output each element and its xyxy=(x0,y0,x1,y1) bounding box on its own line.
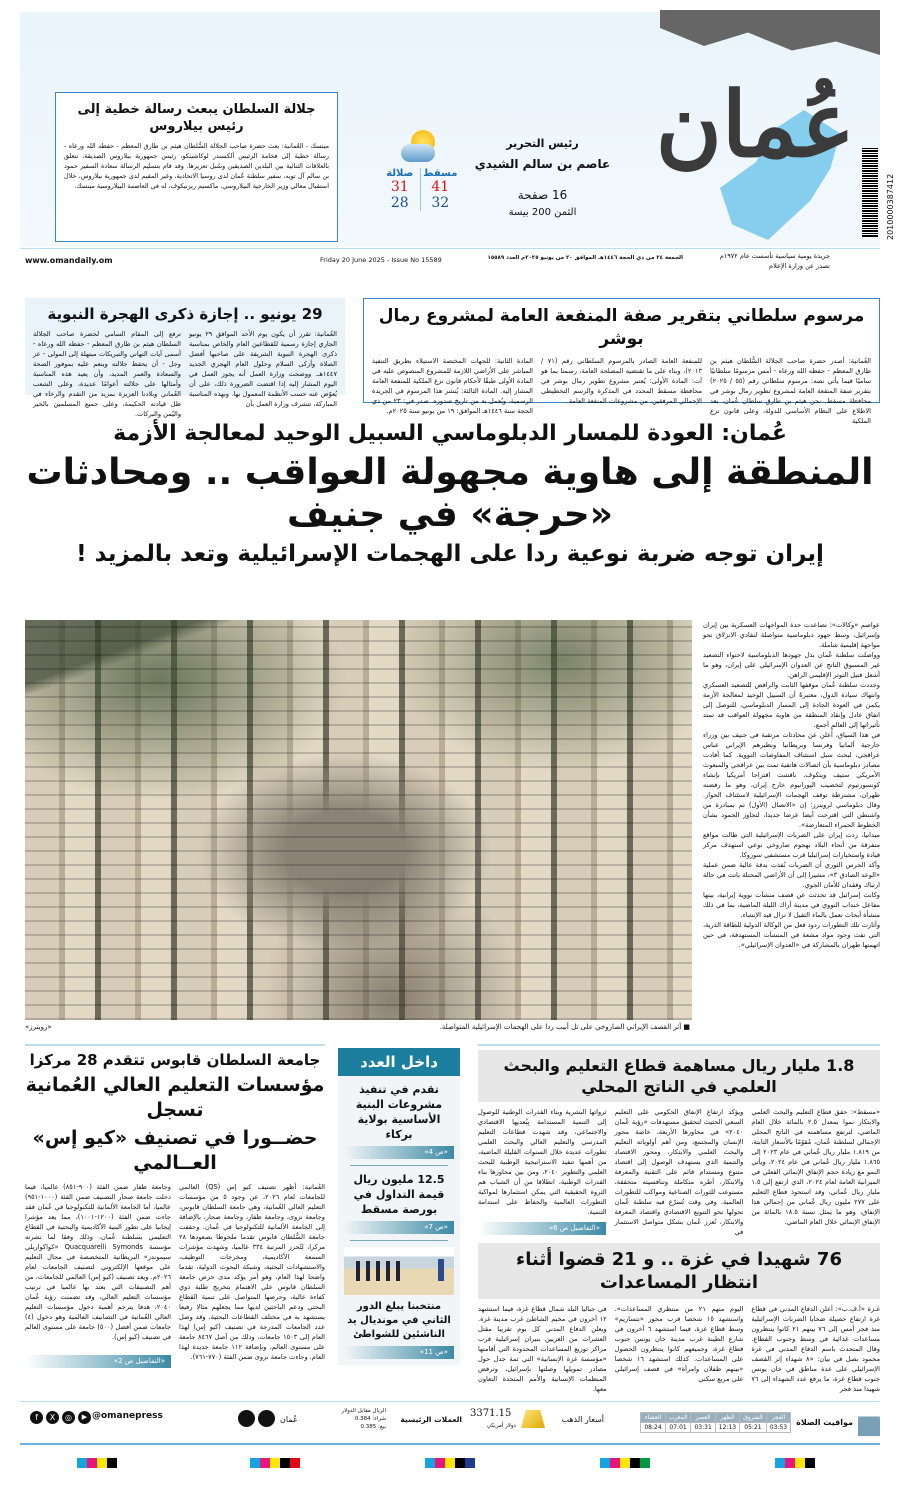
footer-rule xyxy=(20,1443,880,1445)
lead-paragraph: وواصلت سلطنة عُمان بذل جهودها الدبلوماسية لاحتواء التصعيد غير المسبوق الناتج عن العدوان الإسرائيلي على إيران، وهو ما أشعل فتيل التوتر الإقليمي الراهن. xyxy=(703,651,880,679)
inside-item[interactable]: تقدم في تنفيذ مشروعات البنية الأساسية بولاية بركاء «ص 4» xyxy=(338,1076,460,1159)
prayer-cell: 05:21 xyxy=(740,1422,767,1432)
photo-caption: ■ أثر القصف الإيراني الصاروخي على تل أبيب ردا على الهجمات الإسرائيلية المتواصلة. xyxy=(439,1023,690,1031)
top-story-body: مينسك - العُمانية: بعث حضرة صاحب الجلالة السُّلطان هيثم بن طارق المعظم - حفظه الله ورعاه - رسالة خطية إلى فخامة الرئيس ألكسندر لوكاشينكو، رئيس جمهورية بيلاروس الصديقة، تتعلق بالعلاقات الثنائية بين البلدين الصديقين وسُبل تعزيزها. وقد قام بتسليم الرسالة سعادة السفير حمود بن سالم آل تويه، سفير سلطنة عُمان لدى روسيا الاتحادية، وغير المقيم لدى جمهورية بيلاروس، خلال استقبال معالي وزير الخارجية البيلاروسي، ماكسيم ريزنيكوف، له في العاصمة البيلاروسية مينسك. xyxy=(64,142,329,190)
english-date: Friday 20 June 2025 - Issue No 15589 xyxy=(320,256,442,264)
currency-title: العملات الرئيسية xyxy=(400,1415,462,1424)
hijri-column: العُمانية: تقرر أن يكون يوم الأحد الموافق ٢٩ يونيو الجاري إجازة رسمية للقطاعين العام والخاص بمناسبة ذكرى الهجرة النبوية الشريفة على صاحبها أفضل الصلاة وأزكى السلام وحلول العام الهجري الجديد ١٤٤٧هـ. ووضحت وزارة العمل أنه يجوز العمل في اليوم المشار إليه إذا اقتضت الضرورة ذلك، على أن يُعوّض عنه حسب الأنظمة المعمول بها. وبهذه المناسبة المباركة، تتشرف وزارة العمل بأن xyxy=(189,330,337,408)
social-icons xyxy=(30,1411,91,1424)
newspaper-logo[interactable]: عُمان xyxy=(655,72,855,178)
education-column: ثرواتها البشرية وبناء القدرات الوطنية للوصول إلى التنمية المستدامة بِبُعديها الاقتصادي والاجتماعي، وقد شهدت قطاعات التعليم المدرسي والتعليم العالي والبحث العلمي تطورات عديدة خلال السنوات القليلة الماضية، من أهمها تنفيذ الاستراتيجية الوطنية للبحث العلمي والتطوير ٢٠٤٠، ومن بين محاورها بناء القدرات الوطنية، انطلاقا من أن الشباب هم الثروة الحقيقية التي يمكن استثمارها لمواكبة التطورات العالمية والحفاظ على استدامة التنمية. xyxy=(477,1108,607,1216)
page-count: 16 صفحة xyxy=(517,188,568,202)
university-column: العُمانية: أظهر تصنيف كيو إس (QS) العالمي للجامعات لعام ٢٠٢٦، عن وجود ٥ من مؤسسات التعليم العالي العُمانية، وهي جامعة السلطان قابوس، وجامعة نزوى، وجامعة ظفار، وجامعة صحار، بالإضافة إلى الجامعة الألمانية للتكنولوجيا في عُمان. وحققت جامعة السُّلطان قابوس تقدما ملحوظا بصعودها ٢٨ مركزا، لتُحرز المرتبة ٣٣٤ عالميا، وشهدت مؤشرات السمعة الأكاديمية، ومخرجات التوظيف، والاستشهادات البحثية، وشبكة البحوث الدولية، تقدما واضحا لهذا العام، وهو أمر يؤكد مدى حرص جامعة السلطان قابوس على الاهتمام بتخريج طلبة ذوي كفاءة عالية، وحرصها المتواصل على تنمية القطاع البحثي ودعم الباحثين لديها مما يجعلهم مثالا رفيعا يستشهد به في مختلف القطاعات البحثية. وقد وصل عدد الجامعات المدرجة في تصنيف (كيو إس) لهذا العام إلى ١٥٠٣ جامعات، وذلك من أصل ٨٤٦٧ جامعة على مستوى العالم، وبإضافة ١١٢ جامعة جديدة لهذا العام. وجاءت جامعة نزوى ضمن الفئة (٧٧٠-٧٦١). xyxy=(179,1183,325,1361)
decree-headline[interactable]: مرسوم سلطاني بتقرير صفة المنفعة العامة لمشروع رمال بوشر xyxy=(378,306,865,349)
inside-issue-title: داخل العدد xyxy=(338,1048,460,1076)
lead-paragraph: وأثارت تلك التطورات ردود فعل من الوكالة الدولية للطاقة الذرية، التي نفت وجود مواد مشعة في المنشآت المستهدفة، في حين اتهمتها طهران بالمشاركة في «العدوان الإسرائيلي». xyxy=(703,921,880,949)
lead-paragraph: في هذا السياق، أُعلن عن محادثات مرتقبة في جنيف بين وزراء خارجية ألمانيا وفرنسا وبريطانيا ونظيرهم الإيراني عباس عراقجي، لبحث سبل استئناف المفاوضات النووية. كما أفادت مصادر دبلوماسية بأن اتصالات هاتفية تمت بين عراقجي والمبعوث الأمريكي ستيف ويتكوف. ناقشت اقتراحا أمريكيا بإنشاء كونسورتيوم لتخصيب اليورانيوم خارج إيران، وهو ما رفضته طهران، مشترطة توقف الهجمات الإسرائيلية لاستئناف الحوار. وقال دبلوماسي لرويترز: إن «الاتصال (الأول) تم بمبادرة من واشنطن التي اقترحت أيضا عرضا جديدا، لتجاوز الجمود بشأن الخطوط الحمراء المتعارضة». xyxy=(703,731,880,829)
university-details-link[interactable]: «التفاصيل ص 2» xyxy=(25,1355,171,1368)
lead-paragraph: وكانت إسرائيل قد تحدثت عن قصف منشآت نووية إيرانية، بينها مفاعل خنداب النووي في مدينة أراك الليلة الماضية، بما في ذلك منشأة أبحاث تعمل بالماء الثقيل لا تزال قيد الإنشاء. xyxy=(703,891,880,919)
lead-paragraph: وجددت سلطنة عُمان موقفها الثابت والرافض للتصعيد العسكري وانتهاك سيادة الدول، معتبرةً أن السبيل الوحيد لمعالجة الأزمة يكمن في العودة الجادة إلى المسار الدبلوماسي، للتوصل إلى اتفاق عادل وإنقاذ المنطقة من هاوية مجهولة العواقب قد تمتد تأثيراتها إلى العالم أجمع. xyxy=(703,681,880,729)
weather-salalah: صلالة 31 28 xyxy=(386,168,414,211)
arabic-date: الجمعة ٢٤ من ذي الحجة ١٤٤٦هـ الموافق ٢٠ من يونيو ٢٠٢٥م العدد ١٥٥٨٩ xyxy=(487,255,683,261)
android-icon[interactable] xyxy=(238,1410,255,1427)
apple-icon[interactable] xyxy=(258,1410,275,1427)
inside-item[interactable]: منتخبنا يبلغ الدور الثاني في مونديال يد الناشئين للشواطئ «ص 11» xyxy=(338,1295,460,1359)
university-story xyxy=(25,1050,325,1368)
editor-name: عاصم بن سالم الشيدي xyxy=(474,157,611,171)
gaza-column: في جباليا البلد شمال قطاع غزة، فيما استشهد ١٢ آخرون في مخيم الشاطئ غرب مدينة غزة. ويعلن الدفاع المدني كل يوم تقريبا مقتل العشرات من الغزيين بنيران إسرائيلية قرب مراكز توزيع المساعدات المحدودة التي أقامتها «مؤسسة غزة الإنسانية» التي ثمة جدل حول مصادر تمويلها وصلتها بإسرائيل، وترفض المنظمات الإنسانية والأمم المتحدة التعاون معها. xyxy=(477,1305,607,1393)
prayer-cell: 03:31 xyxy=(691,1422,715,1432)
lead-paragraph: وأكد الحرس الثوري أن الضربات نُفذت بدقة عالية ضمن عملية «الوعد الصادق ٣»، مشيرا إلى أن الأراضي المحتلة باتت في حالة ارتباك وفقدان للأمان الجوي. xyxy=(703,861,880,889)
currency-rates: الريال مقابل الدولار شراء: 0.384 بيع: 0.385 xyxy=(341,1408,386,1430)
tagline-2: تصدر عن وزارة الإعلام xyxy=(769,262,830,270)
color-registration-bar xyxy=(425,1458,475,1468)
lead-kicker: عُمان: العودة للمسار الدبلوماسي السبيل الوحيد لمعالجة الأزمة xyxy=(113,421,787,446)
decree-story[interactable] xyxy=(363,298,880,425)
barcode xyxy=(862,148,878,238)
prayer-cell: الفجر xyxy=(766,1412,790,1422)
decree-column: للمنفعة العامة الصادر بالمرسوم السلطاني رقم (٧١ / ٢٠١٣)، وبناء على ما تقتضيه المصلحة العامة، رسمنا بما هو آت: المادة الأولى: يُعتبر مشروع تطوير رمال بوشر في محافظة مسقط المحدد في المذكرة والرسم التخطيطي الإجمالي المرفقين، من مشروعات المنفعة العامة. xyxy=(541,357,702,405)
tagline-1: جريدة يومية سياسية تأسست عام ١٩٧٢م xyxy=(719,252,830,260)
photo-credit: «رويترز» xyxy=(25,1023,52,1031)
gaza-body xyxy=(477,1304,880,1393)
mosque-icon xyxy=(858,1408,880,1436)
university-kicker: جامعة السلطان قابوس تتقدم 28 مركزا xyxy=(29,1051,321,1069)
gaza-column: غـزة «أ.ف.ب»: أعلن الدفاع المدني في قطاع غزة ارتفاع حصيلة ضحايا الضربات الإسرائيلية منذ فجر أمس إلى ٧٦ بينهم ٢١ كانوا ينتظرون مساعدات غذائية في وسط وجنوب القطاع. وقال المتحدث باسم الدفاع المدني في غزة محمود بصل في بيان: «٨ شهداء إثر القصف الإسرائيلي على عدة مناطق في خان يونس جنوب قطاع غزة، ما يرفع عدد الشهداء إلى ٧٦ شهيدا منذ فجر xyxy=(751,1305,880,1393)
weather-muscat: مسقط 41 32 xyxy=(420,168,461,211)
social-handle[interactable]: @omanepress xyxy=(92,1411,163,1421)
prayer-cell: 08:24 xyxy=(641,1422,665,1432)
prayer-times xyxy=(640,1408,880,1436)
education-details-link[interactable]: «التفاصيل ص 6» xyxy=(478,1222,606,1235)
weather-widget xyxy=(380,168,460,211)
lead-subheadline: إيران توجه ضربة نوعية ردا على الهجمات الإسرائيلية وتعد بالمزيد ! xyxy=(76,541,824,567)
lead-paragraph: عواصم «وكالات»: تصاعدت حدة المواجهات العسكرية بين إيران وإسرائيل، وسط جهود دبلوماسية متواصلة لتفادي الانزلاق نحو مواجهة إقليمية شاملة. xyxy=(703,621,880,649)
prayer-table xyxy=(640,1412,791,1433)
education-headline[interactable]: 1.8 مليار ريال مساهمة قطاع التعليم والبحث العلمي في الناتج المحلي xyxy=(478,1050,880,1102)
gold-title: أسعار الذهب xyxy=(561,1415,604,1424)
top-story-headline[interactable]: جلالة السلطان يبعث رسالة خطية إلى رئيس بيلاروس xyxy=(77,102,316,134)
prayer-title: مواقيت الصلاة xyxy=(796,1417,853,1427)
prayer-cell: الظهر xyxy=(715,1412,739,1422)
app-label: عُمان xyxy=(280,1415,298,1424)
beach-handball-photo[interactable] xyxy=(344,1247,454,1295)
university-column: وجامعة ظفار ضمن الفئة (٩٠٠-٨٥١) عالميا، فيما دخلت جامعة صحار التصنيف ضمن الفئة (١٠٠٠-٩٥١) عالميا، أما الجامعة الألمانية للتكنولوجيا في عُمان فقد جاءت ضمن الفئة (١٢٠٠-١٠٠١)، مما يعد مؤشرا إيجابيا على تطور البنية الأكاديمية والبحثية في القطاع التعليمي بسلطنة عُمان، وذلك وفقا لما نشرته مؤسسة Quacquarelli Symonds «كواكواريلي سيموندز» البريطانية المتخصصة في مجال التعليم على موقعها الإلكتروني لتصنيف الجامعات لعام ٢٠٢٦م. ويعد تصنيف (كيو إس) العالمي للجامعات، من أهم التصنيفات التي يعتد بها عالميا في ترتيب مؤسسات التعليم العالي، وقد تضمنت رؤية عُمان ٢٠٤٠، هدفا يترجم أهمية دخول مؤسسات التعليم العالي العُمانية في التصانيف العالمية وهو دخول (٤) جامعات ضمن أفضل (٥٠٠) جامعة على مستوى العالم في تصنيف (كيو إس). xyxy=(25,1183,171,1341)
top-story[interactable] xyxy=(55,92,338,242)
lead-photo-aerial-damage[interactable] xyxy=(25,620,692,1020)
hijri-holiday-story[interactable] xyxy=(25,298,345,418)
gaza-headline[interactable]: 76 شهيدا في غزة .. و 21 قضوا أثناء انتظار المساعدات xyxy=(478,1243,880,1299)
university-headline-line1[interactable]: مؤسسات التعليم العالي العُمانية تسجل xyxy=(25,1074,325,1121)
gold-price: 3371.15 xyxy=(470,1408,512,1419)
color-registration-bar xyxy=(77,1458,117,1468)
lead-paragraph: ميدانيا، ردت إيران على الضربات الإسرائيلية التي طالت مواقع متفرقة من أنحاء البلاد بهجوم صاروخي نوعي استهدف مركز قيادة واستخبارات إسرائيليا قرب مستشفى سوروكا. xyxy=(703,831,880,859)
youtube-icon[interactable]: ▶ xyxy=(78,1411,91,1424)
lead-titles xyxy=(20,420,880,568)
inside-item[interactable]: 12.5 مليون ريال قيمة التداول في بورصة مسقط «ص 7» xyxy=(338,1172,460,1234)
prayer-cell: الشروق xyxy=(740,1412,767,1422)
color-registration-bar xyxy=(775,1458,815,1468)
prayer-cell: 03:53 xyxy=(766,1422,790,1432)
prayer-cell: 12:13 xyxy=(715,1422,739,1432)
decree-column: العُمانية: أصدر حضرة صاحب الجلالة السُّلطان هيثم بن طارق المعظم - حفظه الله ورعاه - أمس مرسومًا سلطانيًا ساميًا فيما يأتي نصه: مرسوم سلطاني رقم (٥٥ / ٢٠٢٥) بتقرير صفة المنفعة العامة لمشروع تطوير رمال بوشر في محافظة مسقط. نحن هيثم بن طارق سلطان عُمان، بعد الاطلاع على النظام الأساسي للدولة، وعلى قانون نزع الملكية xyxy=(710,357,872,425)
education-column: ويؤكد ارتفاع الإنفاق الحكومي على التعليم السعي الحثيث لتحقيق مستهدفات «رؤية عُمان ٢٠٤٠» في محاورها الأربعة، خاصة محور الإنسان والمجتمع، ومن أهم أولوياته التعليم والبحث العلمي والابتكار، ومحور الاقتصاد والتنمية الذي يستهدف الوصول إلى اقتصاد متنوع ومستدام قائم على التقنية والمعرفة والابتكار، أطره متكاملة وتنافسيته متحققة، مستوعب للثورات الصناعية ومواكب للتطورات العالمية. وفي وقت تُسرّع فيه سلطنة عُمان تحولها نحو التنويع الاقتصادي واقتصاد المعرفة والابتكار، تُعزز عُمان بشكل متواصل الاستثمار في xyxy=(614,1108,744,1236)
lead-headline[interactable]: المنطقة إلى هاوية مجهولة العواقب .. ومحادثات «حرجة» في جنيف xyxy=(26,452,874,535)
prayer-cell: المغرب xyxy=(665,1412,691,1422)
hijri-column: ترفع إلى المقام السامي لحضرة صاحب الجلالة السلطان هيثم بن طارق المعظم - حفظه الله ورعاه - أسمى آيات التهاني والتبريكات مبتهلة إلى المولى - عز وجل - أن يحفظ جلالته وينعم عليه بموفور الصحة والسعادة والعمر المديد، وأن يعيد هذه المناسبة وأمثالها على جلالته أعوامًا عديدة، وعلى الشعب العُماني وبلادنا العزيزة بمزيد من التقدم والرخاء في ظل قيادته الحكيمة، وعلى جميع المسلمين بالخير واليُمن والبركات. xyxy=(33,330,181,418)
decree-column: المادة الثانية: للجهات المختصة الاستيلاء بطريق التنفيذ المباشر على الأراضي اللازمة للمشروع المنصوص عليه في المادة الأولى طبقًا لأحكام قانون نزع الملكية للمنفعة العامة المشار إليه. المادة الثالثة: يُنشر هذا المرسوم في الجريدة الرسمية، ويُعمل به من تاريخ صدوره. صدر في: ٢٣ من ذي الحجة سنة ١٤٤٦هـ الموافق: ١٩ من يونيو سنة ٢٠٢٥م. xyxy=(372,357,533,415)
facebook-icon[interactable]: f xyxy=(30,1411,43,1424)
hijri-headline[interactable]: 29 يونيو .. إجازة ذكرى الهجرة النبوية xyxy=(47,305,323,323)
education-column: «مسقط»: حقق قطاع التعليم والبحث العلمي والابتكار نموا بمعدل ٢.٥ بالمائة خلال العام الماضي، لترتفع مساهمته في الناتج المحلي الإجمالي لسلطنة عُمان، مُقوّمًا بالأسعار الثابتة، من ١.٨١٩ مليار ريال عُماني في عام ٢٠٢٣ إلى ١.٨٦٥ مليار ريال عُماني في عام ٢٠٢٤، ويأتي النمو مع زيادة حجم الإنفاق الإنمائي الفعلي في الميزانية العامة لعام ٢٠٢٤، الذي ارتفع إلى ١.٥ مليار ريال عُماني، وقد استحوذ قطاع التعليم على ٢٧٧ مليون ريال عُماني من إجمالي هذا الإنفاق، وهو ما يمثل نسبة ١٨.٥ بالمائة من الإنفاق الإنمائي خلال العام الماضي. xyxy=(751,1108,881,1226)
prayer-cell: 07:01 xyxy=(665,1422,691,1432)
partly-cloudy-icon xyxy=(397,130,443,166)
x-icon[interactable]: X xyxy=(46,1411,59,1424)
prayer-cell: العصر xyxy=(691,1412,715,1422)
price: الثمن 200 بيسة xyxy=(508,207,577,218)
lead-body xyxy=(703,620,880,1038)
gold-unit: دولار أمريكي xyxy=(486,1423,516,1429)
inside-issue-panel xyxy=(338,1048,460,1365)
gold-bars-icon xyxy=(521,1410,545,1428)
university-headline-line2[interactable]: حضــورا في تصنيف «كيو إس» العــالمي xyxy=(32,1127,318,1174)
editor-label: رئيس التحرير xyxy=(506,137,579,150)
prayer-cell: العشاء xyxy=(641,1412,665,1422)
color-registration-bar xyxy=(600,1458,650,1468)
barcode-number: 2010000387412 xyxy=(886,173,895,240)
website-link[interactable]: www.omandaily.om xyxy=(25,256,113,265)
gaza-story xyxy=(477,1243,880,1393)
instagram-icon[interactable]: ◎ xyxy=(62,1411,75,1424)
gaza-column: اليوم منهم ٢١ من منتظري المساعدات». واستشهد ١٥ شخصا قرب محور «نتساريم» وسط قطاع غزة، فيما استشهد ٦ آخرون في شارع الطينة غرب مدينة خان يونس جنوب قطاع غزة، وجميعهم كانوا ينتظرون الحصول على المساعدات. كذلك استشهد ١٦ شخصا «بينهم طفلان وامرأة» في قصف إسرائيلي على مربع سكني xyxy=(614,1305,744,1383)
color-registration-bar xyxy=(250,1458,300,1468)
